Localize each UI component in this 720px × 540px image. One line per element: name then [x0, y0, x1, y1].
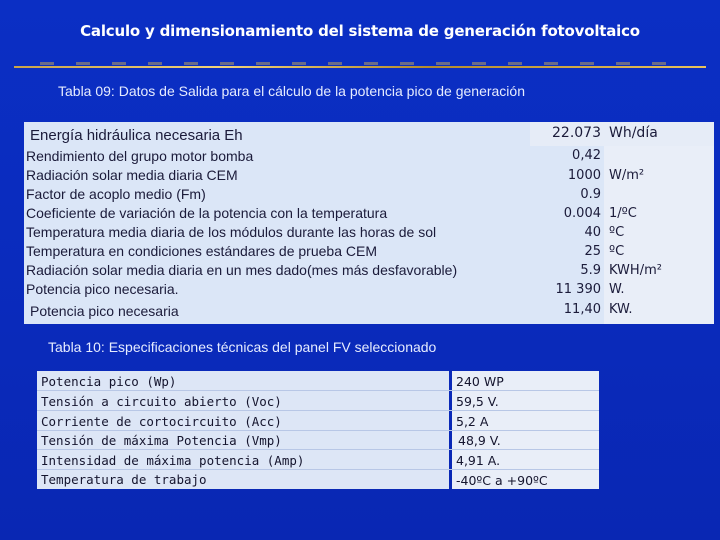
- table10-row-label: Tensión a circuito abierto (Voc): [41, 394, 282, 409]
- table10-row-label: Potencia pico (Wp): [41, 374, 177, 389]
- table10-row-value: 4,91 A.: [456, 453, 501, 468]
- table10-row-value: -40ºC a +90ºC: [456, 473, 548, 488]
- table09-row-label: Factor de acoplo medio (Fm): [26, 186, 206, 202]
- table09-row-label: Temperatura media diaria de los módulos durante las horas de sol: [26, 224, 437, 240]
- slide-title: Calculo y dimensionamiento del sistema de generación fotovoltaico: [80, 22, 640, 40]
- table09-row-unit: ºC: [609, 244, 625, 259]
- table09-row-label: Temperatura en condiciones estándares de prueba CEM: [26, 243, 377, 259]
- table09-row-unit: W/m²: [609, 168, 645, 183]
- table09-row-value: 25: [584, 244, 601, 259]
- table09-row-unit: KWH/m²: [609, 263, 662, 278]
- table10-row-divider: [37, 469, 599, 470]
- table09: [24, 122, 714, 324]
- table10-caption: Tabla 10: Especificaciones técnicas del panel FV seleccionado: [48, 339, 437, 355]
- table10-row-value: 240 WP: [456, 374, 504, 389]
- table09-row-value: 1000: [567, 168, 601, 183]
- table10-row-label: Corriente de cortocircuito (Acc): [41, 414, 282, 429]
- table10-row-value: 48,9 V.: [458, 433, 501, 448]
- table09-row-unit: KW.: [609, 302, 633, 317]
- table09-row-label: Coeficiente de variación de la potencia con la temperatura: [26, 205, 388, 221]
- table09-row-label: Potencia pico necesaria.: [26, 281, 179, 297]
- table10-row-label: Temperatura de trabajo: [41, 472, 207, 487]
- table09-row-value: 22.073: [552, 125, 601, 141]
- table09-row-value: 11 390: [555, 282, 601, 297]
- table10-row-label: Tensión de máxima Potencia (Vmp): [41, 433, 282, 448]
- table09-row-label: Radiación solar media diaria CEM: [26, 167, 238, 183]
- table09-row-value: 0.004: [563, 206, 601, 221]
- table10-row-divider: [37, 449, 599, 450]
- table09-row-label: Energía hidráulica necesaria Eh: [30, 127, 243, 144]
- table09-row-value: 0,42: [572, 148, 601, 163]
- table10-row-divider: [37, 430, 599, 431]
- table09-caption: Tabla 09: Datos de Salida para el cálculo de la potencia pico de generación: [58, 83, 525, 99]
- table10-row-value: 59,5 V.: [456, 394, 499, 409]
- table09-row-unit: 1/ºC: [609, 206, 637, 221]
- table09-row-value: 0.9: [580, 187, 601, 202]
- table09-row-value: 11,40: [563, 302, 601, 317]
- table10: [37, 371, 599, 489]
- table10-row-divider: [37, 410, 599, 411]
- table09-row-unit: Wh/día: [609, 125, 658, 141]
- table10-row-value: 5,2 A: [456, 414, 489, 429]
- table09-row-unit: ºC: [609, 225, 625, 240]
- table10-row-label: Intensidad de máxima potencia (Amp): [41, 453, 305, 468]
- table09-row-label: Potencia pico necesaria: [30, 303, 179, 319]
- table09-row-value: 40: [584, 225, 601, 240]
- table10-row-divider: [37, 390, 599, 391]
- table09-row-label: Rendimiento del grupo motor bomba: [26, 148, 254, 164]
- decorative-dashes: [40, 62, 680, 65]
- table09-row-value: 5.9: [580, 263, 601, 278]
- table09-row-unit: W.: [609, 282, 625, 297]
- title-divider: [14, 66, 706, 68]
- table09-row-label: Radiación solar media diaria en un mes dado(mes más desfavorable): [26, 262, 458, 278]
